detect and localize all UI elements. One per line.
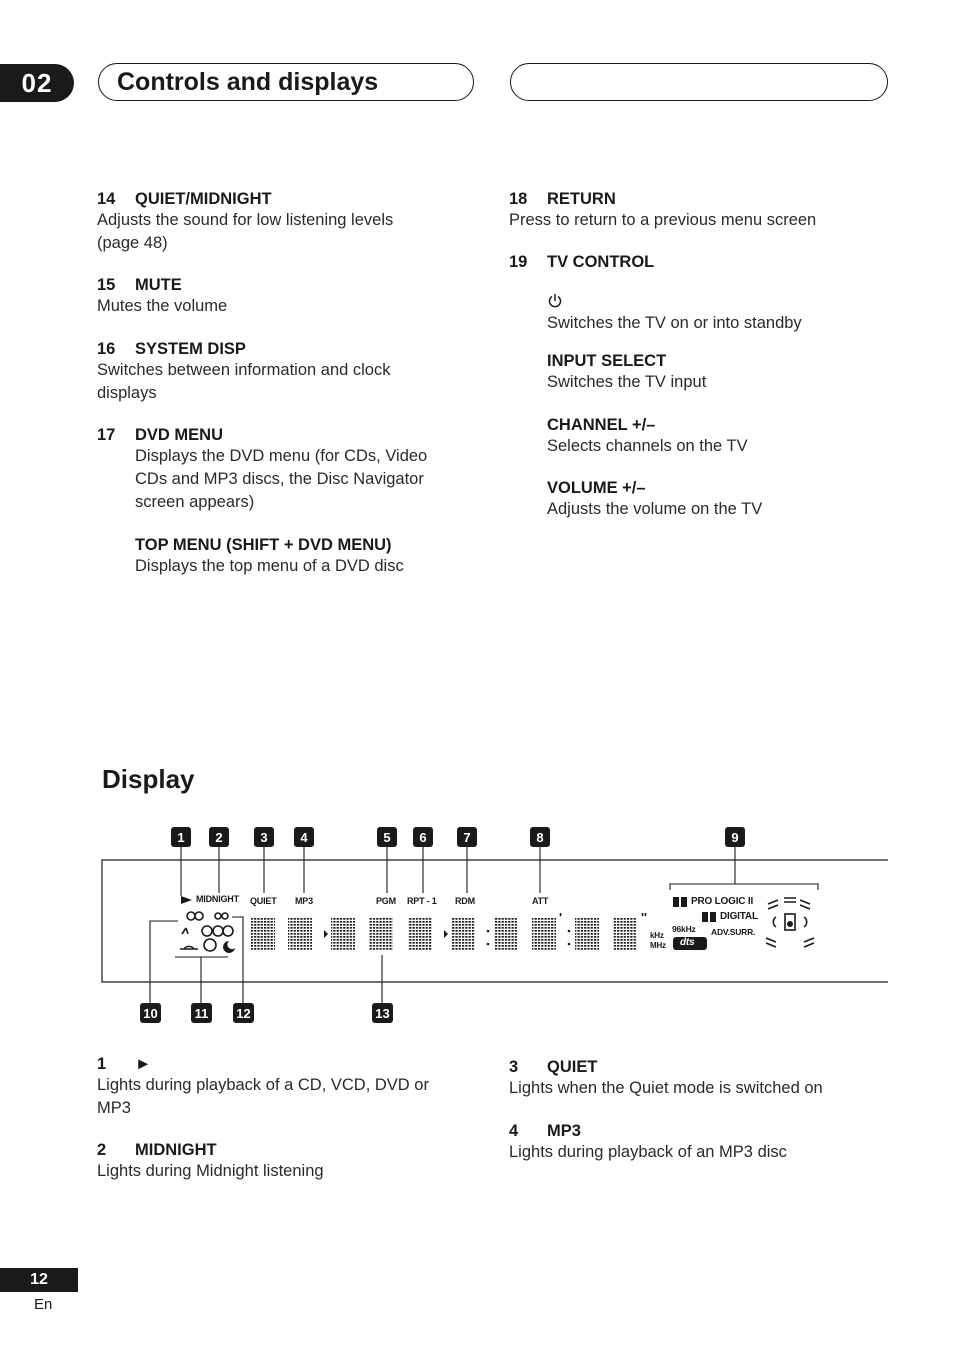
dts-logo: dts (680, 937, 695, 948)
label-96khz: 96kHz (672, 924, 696, 934)
chapter-number: 02 (0, 64, 74, 102)
page-title: Controls and displays (98, 63, 474, 101)
callout-10: 10 (140, 1003, 161, 1023)
callout-2: 2 (209, 827, 229, 847)
item-19: 19 TV CONTROL (509, 253, 655, 271)
power-icon (547, 293, 563, 309)
callout-13: 13 (372, 1003, 393, 1023)
label-prologic: PRO LOGIC II (691, 896, 754, 907)
callout-6: 6 (413, 827, 433, 847)
callout-3: 3 (254, 827, 274, 847)
second-mark: '' (641, 910, 647, 925)
item-18: 18 RETURN Press to return to a previous menu screen (509, 190, 817, 229)
display-section-title: Display (102, 764, 195, 794)
label-pgm: PGM (376, 896, 396, 906)
item-4: 4 MP3 Lights during playback of an MP3 disc (509, 1122, 787, 1161)
item-14: 14 QUIET/MIDNIGHT Adjusts the sound for low listening levels (page 48) (97, 190, 394, 252)
item-15: 15 MUTE Mutes the volume (97, 276, 228, 315)
label-quiet: QUIET (250, 896, 277, 906)
label-khz: kHz (650, 931, 664, 940)
callout-9: 9 (725, 827, 745, 847)
callout-12: 12 (233, 1003, 254, 1023)
label-rpt: RPT - 1 (407, 896, 437, 906)
callout-5: 5 (377, 827, 397, 847)
callout-4: 4 (294, 827, 314, 847)
item-top-menu: TOP MENU (SHIFT + DVD MENU) Displays the top menu of a DVD disc (135, 536, 404, 575)
item-3: 3 QUIET Lights when the Quiet mode is switched on (509, 1058, 823, 1097)
language-code: En (34, 1296, 53, 1313)
label-rdm: RDM (455, 896, 475, 906)
callout-1: 1 (171, 827, 191, 847)
callout-7: 7 (457, 827, 477, 847)
item-17: 17 DVD MENU Displays the DVD menu (for CDs, Video CDs and MP3 discs, the Disc Navigator screen appears) (97, 426, 428, 511)
minute-mark: ' (559, 910, 562, 925)
page-number: 12 (0, 1268, 78, 1292)
callout-8: 8 (530, 827, 550, 847)
item-16: 16 SYSTEM DISP Switches between information and clock displays (97, 340, 391, 402)
label-mp3: MP3 (295, 896, 313, 906)
front-panel-display-diagram (0, 840, 954, 1010)
item-2: 2 MIDNIGHT Lights during Midnight listening (97, 1141, 324, 1180)
item-channel: CHANNEL +/– Selects channels on the TV (547, 416, 748, 455)
callout-11: 11 (191, 1003, 212, 1023)
item-volume: VOLUME +/– Adjusts the volume on the TV (547, 479, 763, 518)
label-att: ATT (532, 896, 549, 906)
label-digital: DIGITAL (720, 911, 758, 922)
item-tv-standby: Switches the TV on or into standby (547, 293, 802, 335)
header-blank-pill (510, 63, 888, 101)
label-adv-surr: ADV.SURR. (711, 927, 756, 937)
item-input-select: INPUT SELECT Switches the TV input (547, 352, 707, 391)
label-midnight: MIDNIGHT (196, 894, 239, 904)
label-mhz: MHz (650, 941, 666, 950)
item-1: 1 ► Lights during playback of a CD, VCD, DVD or MP3 (97, 1055, 429, 1117)
